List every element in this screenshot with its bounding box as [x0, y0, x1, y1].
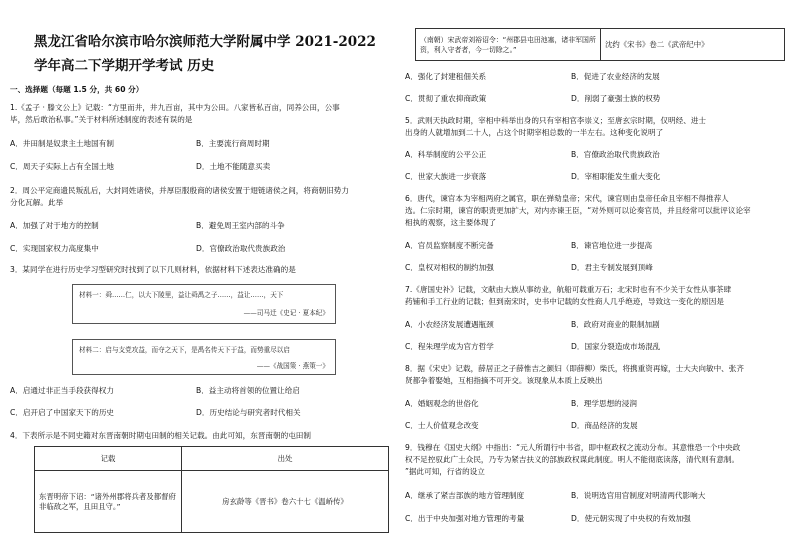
q4-row1-source: 房玄龄等《晋书》卷六十七《温峤传》 — [182, 471, 389, 533]
q4-option-a: A．强化了封建租佃关系 — [405, 72, 487, 81]
q7-option-b: B．政府对商业的限制加剧 — [571, 320, 660, 329]
q7-option-a: A．小农经济发展遭遇瓶颈 — [405, 320, 494, 329]
q3-material-2-box — [72, 339, 336, 375]
q3-stem: 3．某同学在进行历史学习型研究时找到了以下几则材料，依据材料下述表达准确的是 — [10, 265, 296, 274]
q1-stem-1: 1.《孟子 · 滕文公上》记载：“方里而井，井九百亩，其中为公田。八家皆私百亩，同养公田，公事 — [10, 103, 340, 112]
q3-option-b: B．益主动将首领的位置让给启 — [196, 386, 300, 395]
q8-option-c: C．士人价值观念改变 — [405, 421, 479, 430]
q7-option-c: C．程朱理学成为官方哲学 — [405, 342, 494, 351]
q6-stem-1: 6．唐代，谏官本为宰相两府之属官，职在弹劾皇帝；宋代，谏官则由皇帝任命且宰相不得推荐人 — [405, 194, 729, 203]
q3-material-2-source: ——《战国策 · 燕策一》 — [256, 362, 329, 370]
q6-option-b: B．谏官地位进一步提高 — [571, 241, 653, 250]
q4-row2-source: 沈约《宋书》卷二《武帝纪中》 — [601, 29, 785, 61]
q4-option-d: D．削弱了豪强士族的权势 — [571, 94, 661, 103]
q2-option-a: A．加强了对于地方的控制 — [10, 221, 99, 230]
q9-option-b: B．说明选官用官制度对明清两代影响大 — [571, 491, 706, 500]
q2-option-b: B．避免周王室内部的斗争 — [196, 221, 285, 230]
q7-stem-1: 7.《唐国史补》记载，文献由大族从事纺业，航船可载重万石；北宋时也有不少关于女性从事茶肆 — [405, 285, 732, 294]
q2-option-c: C．实现国家权力高度集中 — [10, 244, 99, 253]
q4-head-source: 出处 — [182, 447, 389, 471]
q4-stem: 4．下表所示是不同史籍对东晋南朝时期屯田制的相关记载。由此可知，东晋南朝的屯田制 — [10, 431, 311, 440]
q5-option-d: D．宰相职能发生重大变化 — [571, 172, 661, 181]
q9-option-d: D．使元朝实现了中央权的有效加强 — [571, 514, 691, 523]
q4-row1-record: 东晋明帝下诏：“诸外州郡将兵者及都督府非临敌之军，且田且守。” — [35, 471, 182, 533]
q7-option-d: D．国家分裂造成市场混乱 — [571, 342, 661, 351]
q3-material-1-box — [72, 284, 336, 324]
q5-stem-2: 出身的人就增加到二十人，占这个时期宰相总数的一半左右。这种变化说明了 — [405, 128, 664, 137]
q7-stem-2: 药铺和手工行业的记载；但到南宋时，史书中记载的女性商人几乎绝迹，导致这一变化的原因是 — [405, 297, 724, 306]
q2-option-d: D．官僚政治取代贵族政治 — [196, 244, 286, 253]
q8-option-a: A．婚姻观念的世俗化 — [405, 399, 479, 408]
q6-stem-3: 相执的观察，这主要体现了 — [405, 218, 497, 227]
q2-stem-2: 分化瓦解。此举 — [10, 198, 64, 207]
q4-option-c: C．贯彻了重农抑商政策 — [405, 94, 487, 103]
q4-row2-record: （南朝）宋武帝刘裕诏令：“州郡县屯田池塞，诸非军国所资，利入守者者，今一切除之。” — [416, 29, 601, 61]
q6-option-a: A．官员监察制度不断完备 — [405, 241, 494, 250]
q3-option-a: A．启通过非正当手段获得权力 — [10, 386, 114, 395]
q3-option-d: D．历史结论与研究者时代相关 — [196, 408, 301, 417]
exam-title: 黑龙江省哈尔滨市哈尔滨师范大学附属中学 2021-2022 学年高二下学期开学考试 历史 — [34, 34, 376, 74]
q3-material-1-source: ——司马迁《史记 · 夏本纪》 — [243, 309, 329, 317]
q6-option-d: D．君主专制发展到顶峰 — [571, 263, 653, 272]
q1-option-c: C．周天子实际上占有全国土地 — [10, 162, 115, 171]
q9-stem-1: 9．钱穆在《国史大纲》中指出：“元人所谓行中书省，即中枢政权之流动分布。其意惟恐一个中央政 — [405, 443, 741, 452]
q1-option-a: A．井田制是奴隶主土地国有制 — [10, 139, 114, 148]
q5-option-a: A．科举制度的公平公正 — [405, 150, 487, 159]
section-heading: 一、选择题（每题 1.5 分，共 60 分） — [10, 85, 144, 94]
q3-material-1-text: 材料一：舜……仁，以大下陵里，益让舜禹之子……，益让……，天下 — [79, 291, 284, 299]
q4-option-b: B．促进了农业经济的发展 — [571, 72, 660, 81]
q4-head-record: 记载 — [35, 447, 182, 471]
q6-option-c: C．皇权对相权的制约加强 — [405, 263, 494, 272]
q5-stem-1: 5．武则天执政时期，宰相中科举出身的只有宰相官李崇义；至唐玄宗时期，仅明经、进士 — [405, 116, 706, 125]
q9-option-c: C．出于中央加强对地方管理的考量 — [405, 514, 525, 523]
q6-stem-2: 选。仁宗时期，谏官的职责更加扩大，对内亦谏王臣，“对外则可以论奏官员，并且经常可以批评议论宰 — [405, 206, 751, 215]
q8-stem-2: 贤都争着娶她，互相指摘不可开交。该现象从本质上反映出 — [405, 376, 603, 385]
q1-option-b: B．主要流行商周时期 — [196, 139, 270, 148]
q1-stem-2: 毕，然后敢治私事。”关于材料所述制度的表述有误的是 — [10, 115, 193, 124]
q8-option-d: D．商品经济的发展 — [571, 421, 638, 430]
q3-option-c: C．启开启了中国家天下的历史 — [10, 408, 115, 417]
q9-stem-2: 权不足控驭此广土众民，乃专为紧吉扶义的部族政权谋此制度。明人不能彻底读落，清代则有意制。 — [405, 455, 740, 464]
q3-material-2-text: 材料二：启与支党攻益，而夺之天下，是禹名传天下于益，而势重尽以启 — [79, 346, 290, 354]
q4-table — [34, 446, 389, 533]
q4-table-continued — [415, 28, 785, 61]
q8-option-b: B．理学思想的浸润 — [571, 399, 637, 408]
q5-option-c: C．世家大族进一步衰落 — [405, 172, 487, 181]
q5-option-b: B．官僚政治取代贵族政治 — [571, 150, 660, 159]
q8-stem-1: 8．据《宋史》记载，薛居正之子薛惟吉之颜妇（即薛柳）柴氏，将携重资再嫁，士大夫向敏中、张齐 — [405, 364, 744, 373]
q2-stem-1: 2．周公平定商遗民叛乱后，大封同姓诸侯，并厚臣服殷商的诸侯安置于翅链诸侯之间，将商朝旧势力 — [10, 186, 349, 195]
q1-option-d: D．土地不能随意买卖 — [196, 162, 271, 171]
q9-stem-3: ”据此可知，行省的设立 — [405, 467, 485, 476]
q9-option-a: A．继承了紧吉部族的地方管理制度 — [405, 491, 525, 500]
